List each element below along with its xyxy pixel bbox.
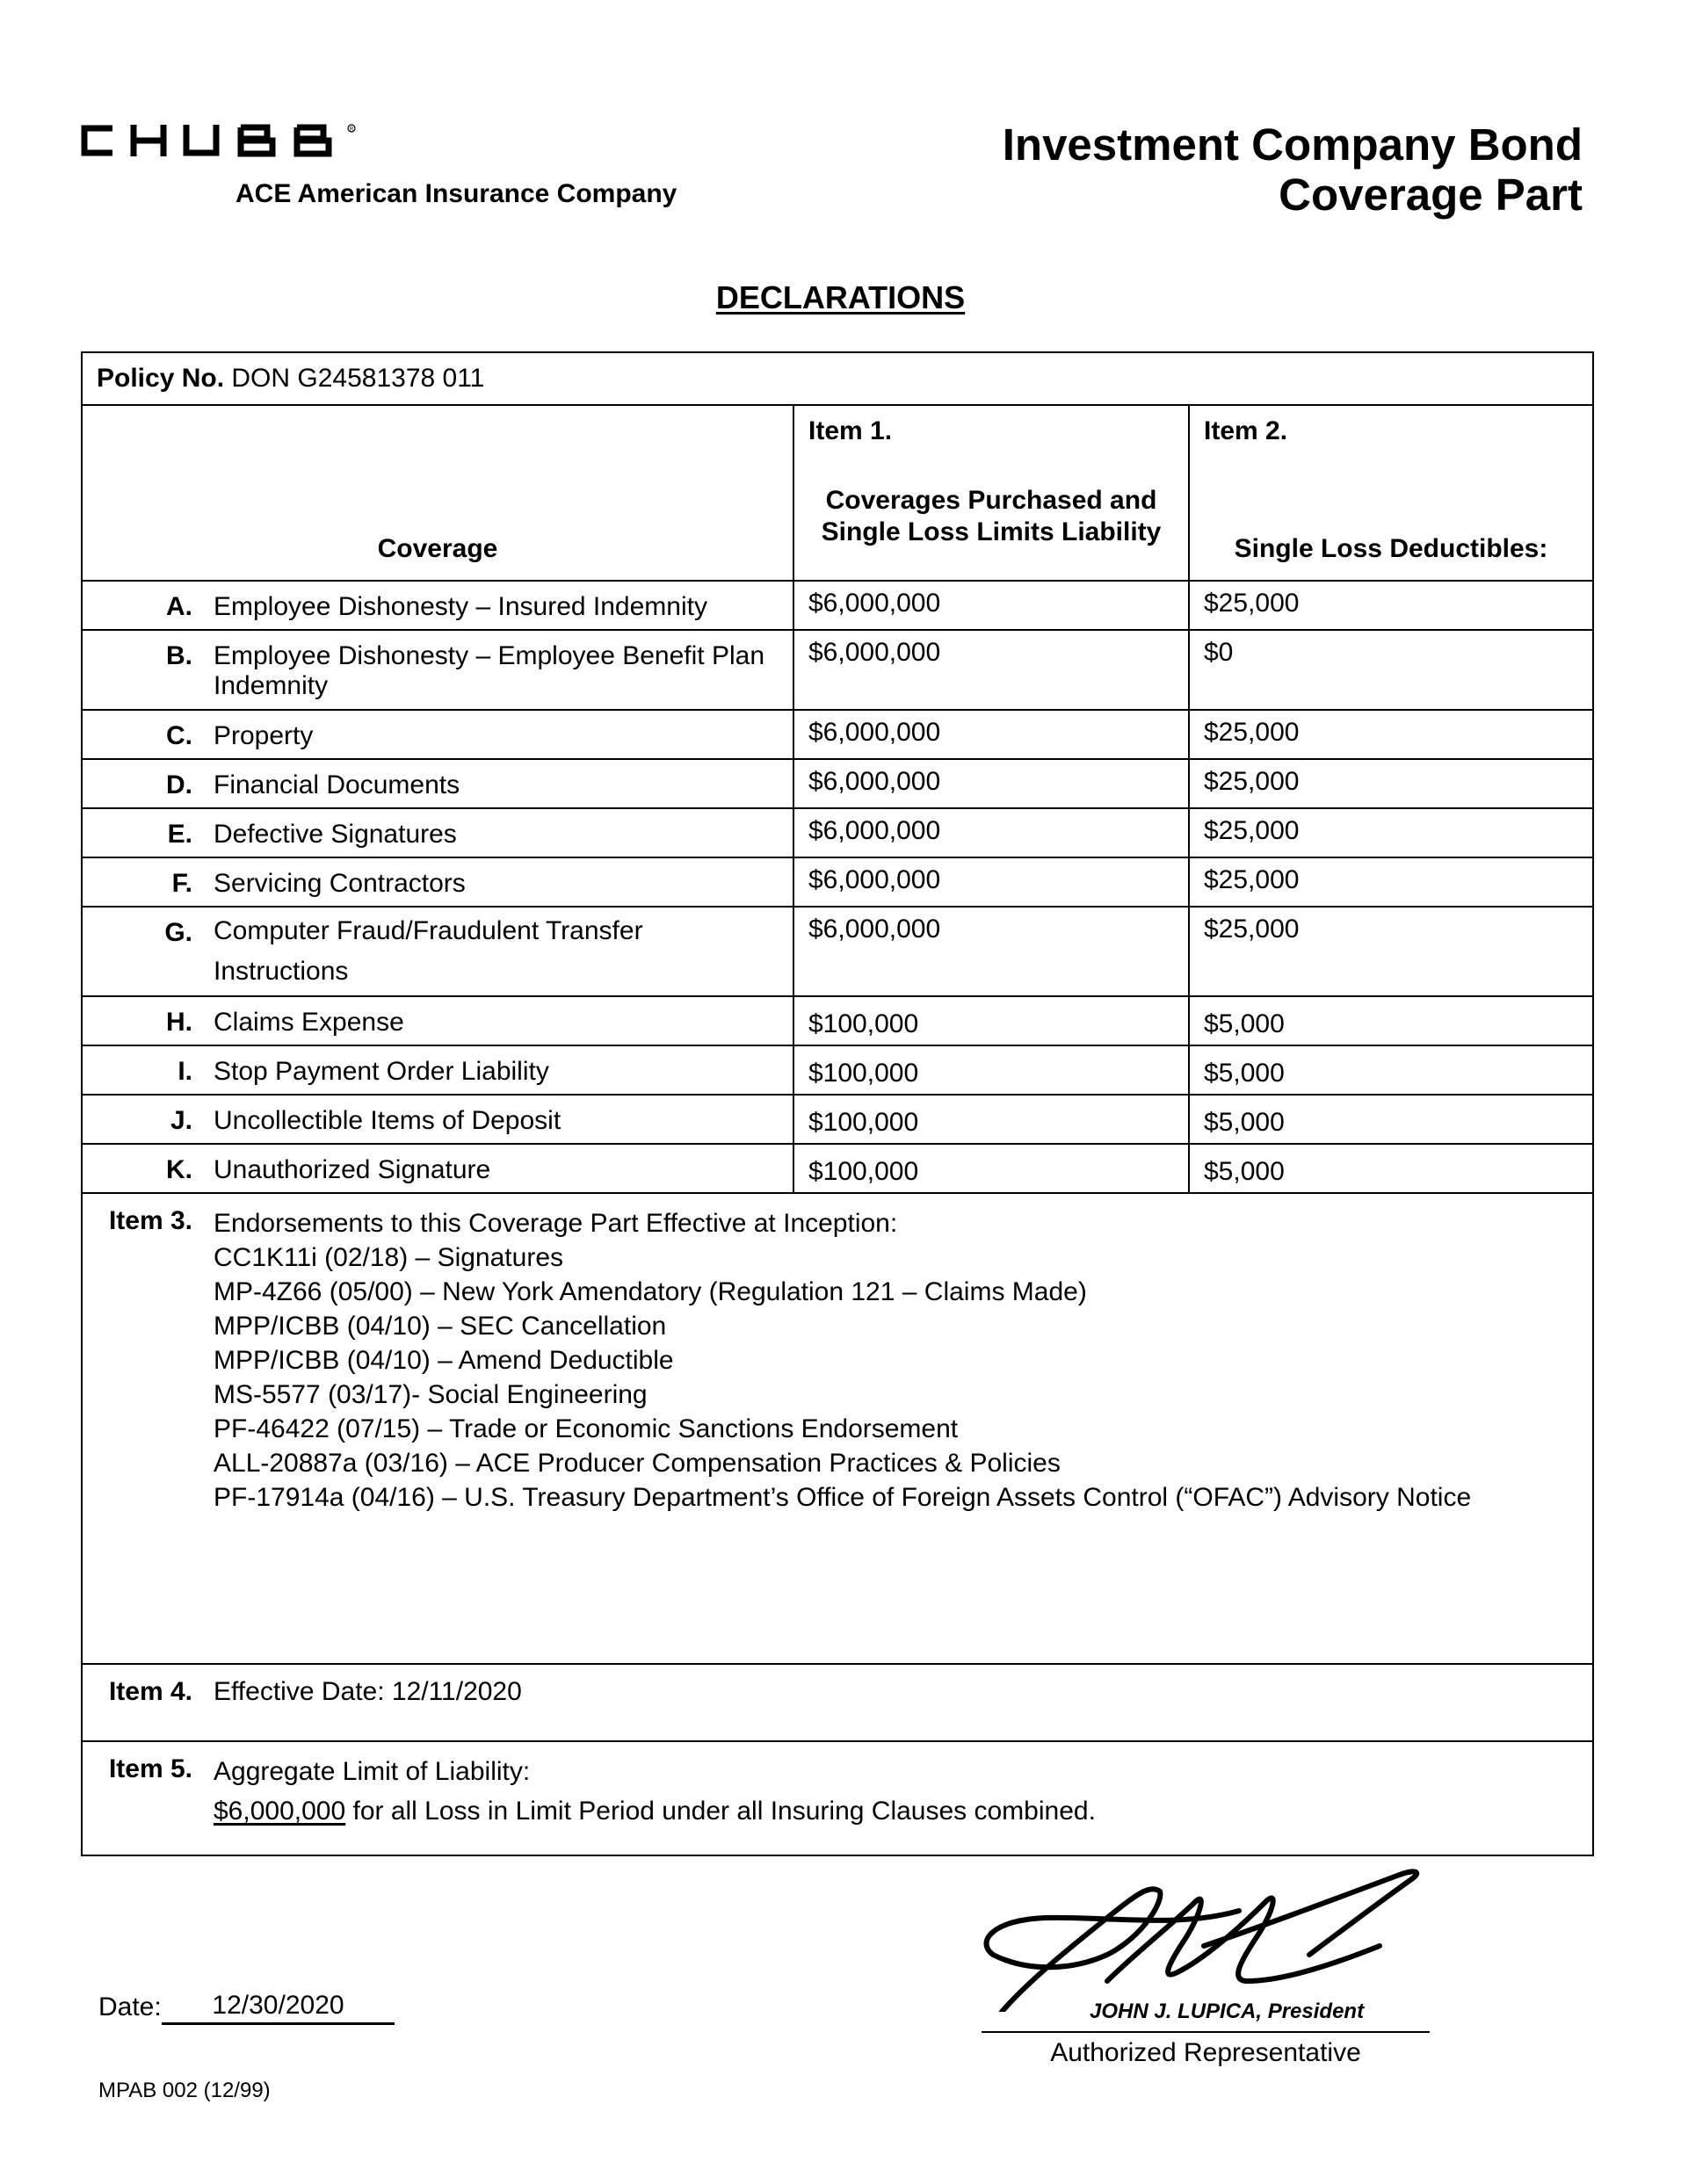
title-line-1: Investment Company Bond <box>1002 119 1583 170</box>
declarations-heading: DECLARATIONS <box>715 279 966 315</box>
authorized-representative-label: Authorized Representative <box>1050 2038 1361 2067</box>
coverage-row-a <box>82 581 1593 630</box>
coverage-limit: $100,000 <box>808 1059 919 1088</box>
effective-date: Effective Date: 12/11/2020 <box>205 1664 1593 1741</box>
endorsement-item: MPP/ICBB (04/10) – SEC Cancellation <box>214 1312 667 1341</box>
endorsement-item: MP-4Z66 (05/00) – New York Amendatory (Regulation 121 – Claims Made) <box>214 1277 1087 1306</box>
coverage-row-g <box>82 907 1593 996</box>
aggregate-limit-text: for all Loss in Limit Period under all Insuring Clauses combined. <box>345 1797 1096 1826</box>
coverage-limit: $6,000,000 <box>808 638 941 667</box>
coverage-row-c <box>82 710 1593 759</box>
coverage-limit: $100,000 <box>808 1157 919 1186</box>
item2-subheader: Single Loss Deductibles: <box>1234 534 1548 563</box>
coverage-letter: H. <box>166 1008 192 1037</box>
coverage-row-h <box>82 996 1593 1045</box>
svg-text:R: R <box>349 127 354 133</box>
date-value: 12/30/2020 <box>162 1991 395 2025</box>
coverage-deductible: $25,000 <box>1204 589 1300 618</box>
coverage-row-e <box>82 808 1593 857</box>
coverage-deductible: $25,000 <box>1204 915 1300 944</box>
coverage-limit: $100,000 <box>808 1108 919 1137</box>
coverage-limit: $6,000,000 <box>808 865 941 894</box>
coverage-letter: K. <box>166 1155 192 1184</box>
item5-label: Item 5. <box>82 1741 205 1855</box>
item1-subheader-line2: Single Loss Limits Liability <box>821 517 1162 546</box>
date-label: Date: <box>98 1992 162 2021</box>
endorsement-item: MPP/ICBB (04/10) – Amend Deductible <box>214 1346 674 1375</box>
coverage-name: Servicing Contractors <box>214 869 466 898</box>
coverage-letter: I. <box>178 1057 192 1086</box>
chubb-logo <box>79 123 360 158</box>
item5-aggregate-limit-row <box>82 1741 1593 1855</box>
item2-header: Item 2. <box>1204 416 1288 445</box>
coverage-row-j <box>82 1095 1593 1144</box>
policy-label: Policy No. <box>97 364 225 393</box>
endorsement-item: MS-5577 (03/17)- Social Engineering <box>214 1380 648 1409</box>
coverage-row-k <box>82 1144 1593 1193</box>
coverage-name: Employee Dishonesty – Employee Benefit Plan Indemnity <box>214 641 765 700</box>
item5-heading: Aggregate Limit of Liability: <box>214 1757 531 1786</box>
item4-effective-date-row <box>82 1664 1593 1741</box>
coverage-letter: C. <box>166 721 192 750</box>
endorsement-item: CC1K11i (02/18) – Signatures <box>214 1243 563 1272</box>
signature <box>975 1849 1432 2012</box>
coverage-limit: $6,000,000 <box>808 767 941 796</box>
coverage-row-b <box>82 630 1593 710</box>
coverage-limit: $6,000,000 <box>808 816 941 845</box>
title-line-2: Coverage Part <box>1279 170 1583 220</box>
signature-line <box>982 2031 1430 2033</box>
coverage-name: Stop Payment Order Liability <box>214 1057 549 1086</box>
coverage-name: Unauthorized Signature <box>214 1155 491 1184</box>
coverage-name: Uncollectible Items of Deposit <box>214 1106 562 1135</box>
item3-label: Item 3. <box>82 1193 205 1664</box>
coverage-row-i <box>82 1045 1593 1095</box>
coverage-deductible: $5,000 <box>1204 1059 1285 1088</box>
document-title <box>1003 119 1583 220</box>
coverage-letter: A. <box>166 592 192 621</box>
policy-number: DON G24581378 011 <box>231 364 485 393</box>
coverage-letter: F. <box>171 869 192 898</box>
item3-heading: Endorsements to this Coverage Part Effective at Inception: <box>214 1209 898 1238</box>
coverage-deductible: $25,000 <box>1204 718 1300 747</box>
coverage-limit: $6,000,000 <box>808 718 941 747</box>
item1-header: Item 1. <box>808 416 893 445</box>
coverage-letter: G. <box>164 918 192 947</box>
policy-row <box>82 352 1593 405</box>
coverage-limit: $6,000,000 <box>808 589 941 618</box>
coverage-column-header: Coverage <box>377 534 498 563</box>
item4-label: Item 4. <box>82 1664 205 1741</box>
coverage-deductible: $25,000 <box>1204 865 1300 894</box>
form-id: MPAB 002 (12/99) <box>98 2079 271 2102</box>
coverage-name: Property <box>214 721 314 750</box>
coverage-name: Financial Documents <box>214 770 460 799</box>
coverage-deductible: $5,000 <box>1204 1157 1285 1186</box>
company-name: ACE American Insurance Company <box>235 179 677 208</box>
coverage-letter: D. <box>166 770 192 799</box>
endorsement-item: PF-17914a (04/16) – U.S. Treasury Department’s Office of Foreign Assets Control (“OFAC”) Advisory Notice <box>214 1483 1472 1512</box>
coverage-deductible: $0 <box>1204 638 1234 667</box>
coverage-name: Employee Dishonesty – Insured Indemnity <box>214 592 707 621</box>
coverage-row-f <box>82 857 1593 907</box>
declarations-table <box>81 351 1594 1856</box>
coverage-row-d <box>82 759 1593 808</box>
coverage-deductible: $25,000 <box>1204 767 1300 796</box>
column-header-row <box>82 405 1593 581</box>
signer-name: JOHN J. LUPICA, President <box>1090 2000 1365 2023</box>
endorsement-item: ALL-20887a (03/16) – ACE Producer Compensation Practices & Policies <box>214 1449 1061 1478</box>
endorsement-item: PF-46422 (07/15) – Trade or Economic Sanctions Endorsement <box>214 1414 959 1443</box>
coverage-letter: J. <box>170 1106 192 1135</box>
coverage-deductible: $5,000 <box>1204 1108 1285 1137</box>
coverage-limit: $6,000,000 <box>808 915 941 944</box>
coverage-name: Computer Fraud/Fraudulent Transfer Instructions <box>214 916 643 986</box>
coverage-limit: $100,000 <box>808 1009 919 1038</box>
coverage-name: Claims Expense <box>214 1008 404 1037</box>
item3-endorsements-row <box>82 1193 1593 1664</box>
coverage-deductible: $25,000 <box>1204 816 1300 845</box>
item1-subheader-line1: Coverages Purchased and <box>825 486 1157 515</box>
aggregate-limit-amount: $6,000,000 <box>214 1797 346 1826</box>
coverage-letter: E. <box>167 820 192 849</box>
coverage-deductible: $5,000 <box>1204 1009 1285 1038</box>
coverage-letter: B. <box>166 641 192 670</box>
endorsement-list <box>214 1240 1583 1515</box>
coverage-name: Defective Signatures <box>214 820 457 849</box>
